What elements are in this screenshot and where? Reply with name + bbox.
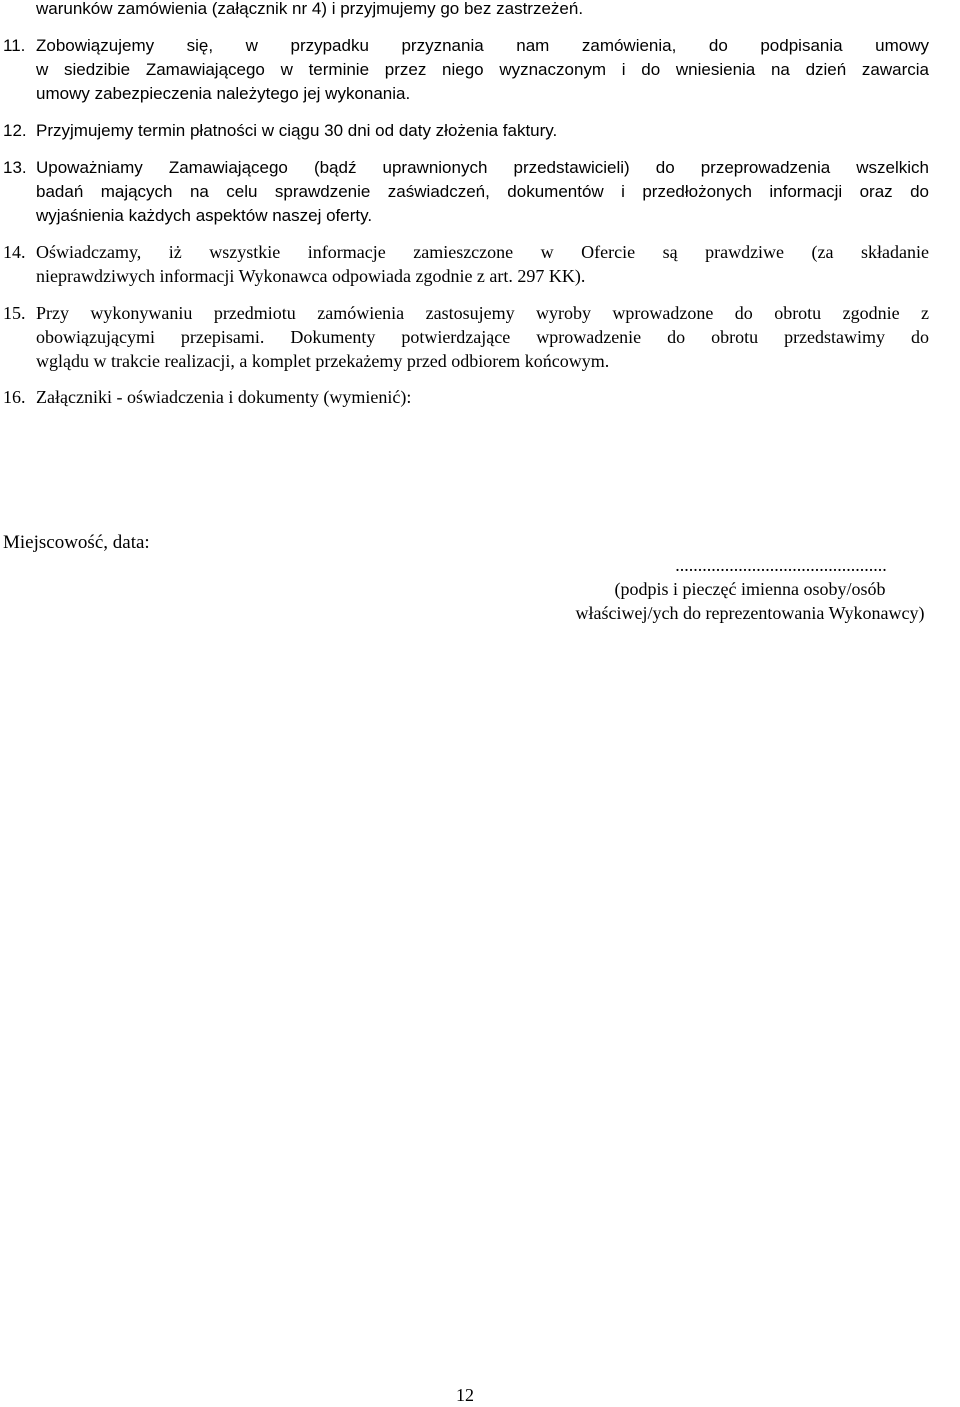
item-line: nieprawdziwych informacji Wykonawca odpowiada zgodnie z art. 297 KK).: [36, 266, 586, 286]
item-line: umowy zabezpieczenia należytego jej wykonania.: [36, 84, 411, 103]
item-line: wglądu w trakcie realizacji, a komplet przekażemy przed odbiorem końcowym.: [36, 351, 610, 371]
item-line: Przy wykonywaniu przedmiotu zamówienia zastosujemy wyroby wprowadzone do obrotu zgodnie z: [36, 303, 929, 323]
item-number: 14.: [3, 242, 26, 262]
item-number: 12.: [3, 121, 27, 140]
item-line: Załączniki - oświadczenia i dokumenty (wymienić):: [36, 387, 412, 407]
place-date-label: Miejscowość, data:: [3, 532, 150, 553]
item-line: Upoważniamy Zamawiającego (bądź uprawnionych przedstawicieli) do przeprowadzenia wszelkich: [36, 158, 929, 177]
item-text: [36, 119, 929, 143]
item-text: [36, 385, 929, 409]
item-line: w siedzibie Zamawiającego w terminie przez niego wyznaczonym i do wniesienia na dzień zawarcia: [36, 60, 929, 79]
item-line: badań mających na celu sprawdzenie zaświadczeń, dokumentów i przedłożonych informacji oraz do: [36, 182, 929, 201]
page-number: 12: [456, 1385, 474, 1405]
signature-dots: ...............................................: [675, 555, 887, 575]
item-line: obowiązującymi przepisami. Dokumenty potwierdzające wprowadzenie do obrotu przedstawimy do: [36, 327, 929, 347]
intro-line: warunków zamówienia (załącznik nr 4) i przyjmujemy go bez zastrzeżeń.: [36, 0, 584, 18]
item-line: Przyjmujemy termin płatności w ciągu 30 dni od daty złożenia faktury.: [36, 121, 558, 140]
item-number: 13.: [3, 158, 27, 177]
item-text: [36, 156, 929, 228]
item-text: [36, 240, 929, 288]
item-number: 11.: [3, 36, 26, 55]
item-line: wyjaśnienia każdych aspektów naszej oferty.: [36, 206, 373, 225]
signature-block: [545, 553, 955, 625]
item-text: [36, 301, 929, 373]
signature-caption-line-2: właściwej/ych do reprezentowania Wykonawcy): [575, 603, 925, 623]
item-text: [36, 34, 929, 106]
item-number: 15.: [3, 303, 26, 323]
item-number: 16.: [3, 387, 26, 407]
signature-caption-line-1: (podpis i pieczęć imienna osoby/osób: [614, 579, 886, 599]
item-line: Oświadczamy, iż wszystkie informacje zamieszczone w Ofercie są prawdziwe (za składanie: [36, 242, 929, 262]
item-line: Zobowiązujemy się, w przypadku przyznania nam zamówienia, do podpisania umowy: [36, 36, 929, 55]
